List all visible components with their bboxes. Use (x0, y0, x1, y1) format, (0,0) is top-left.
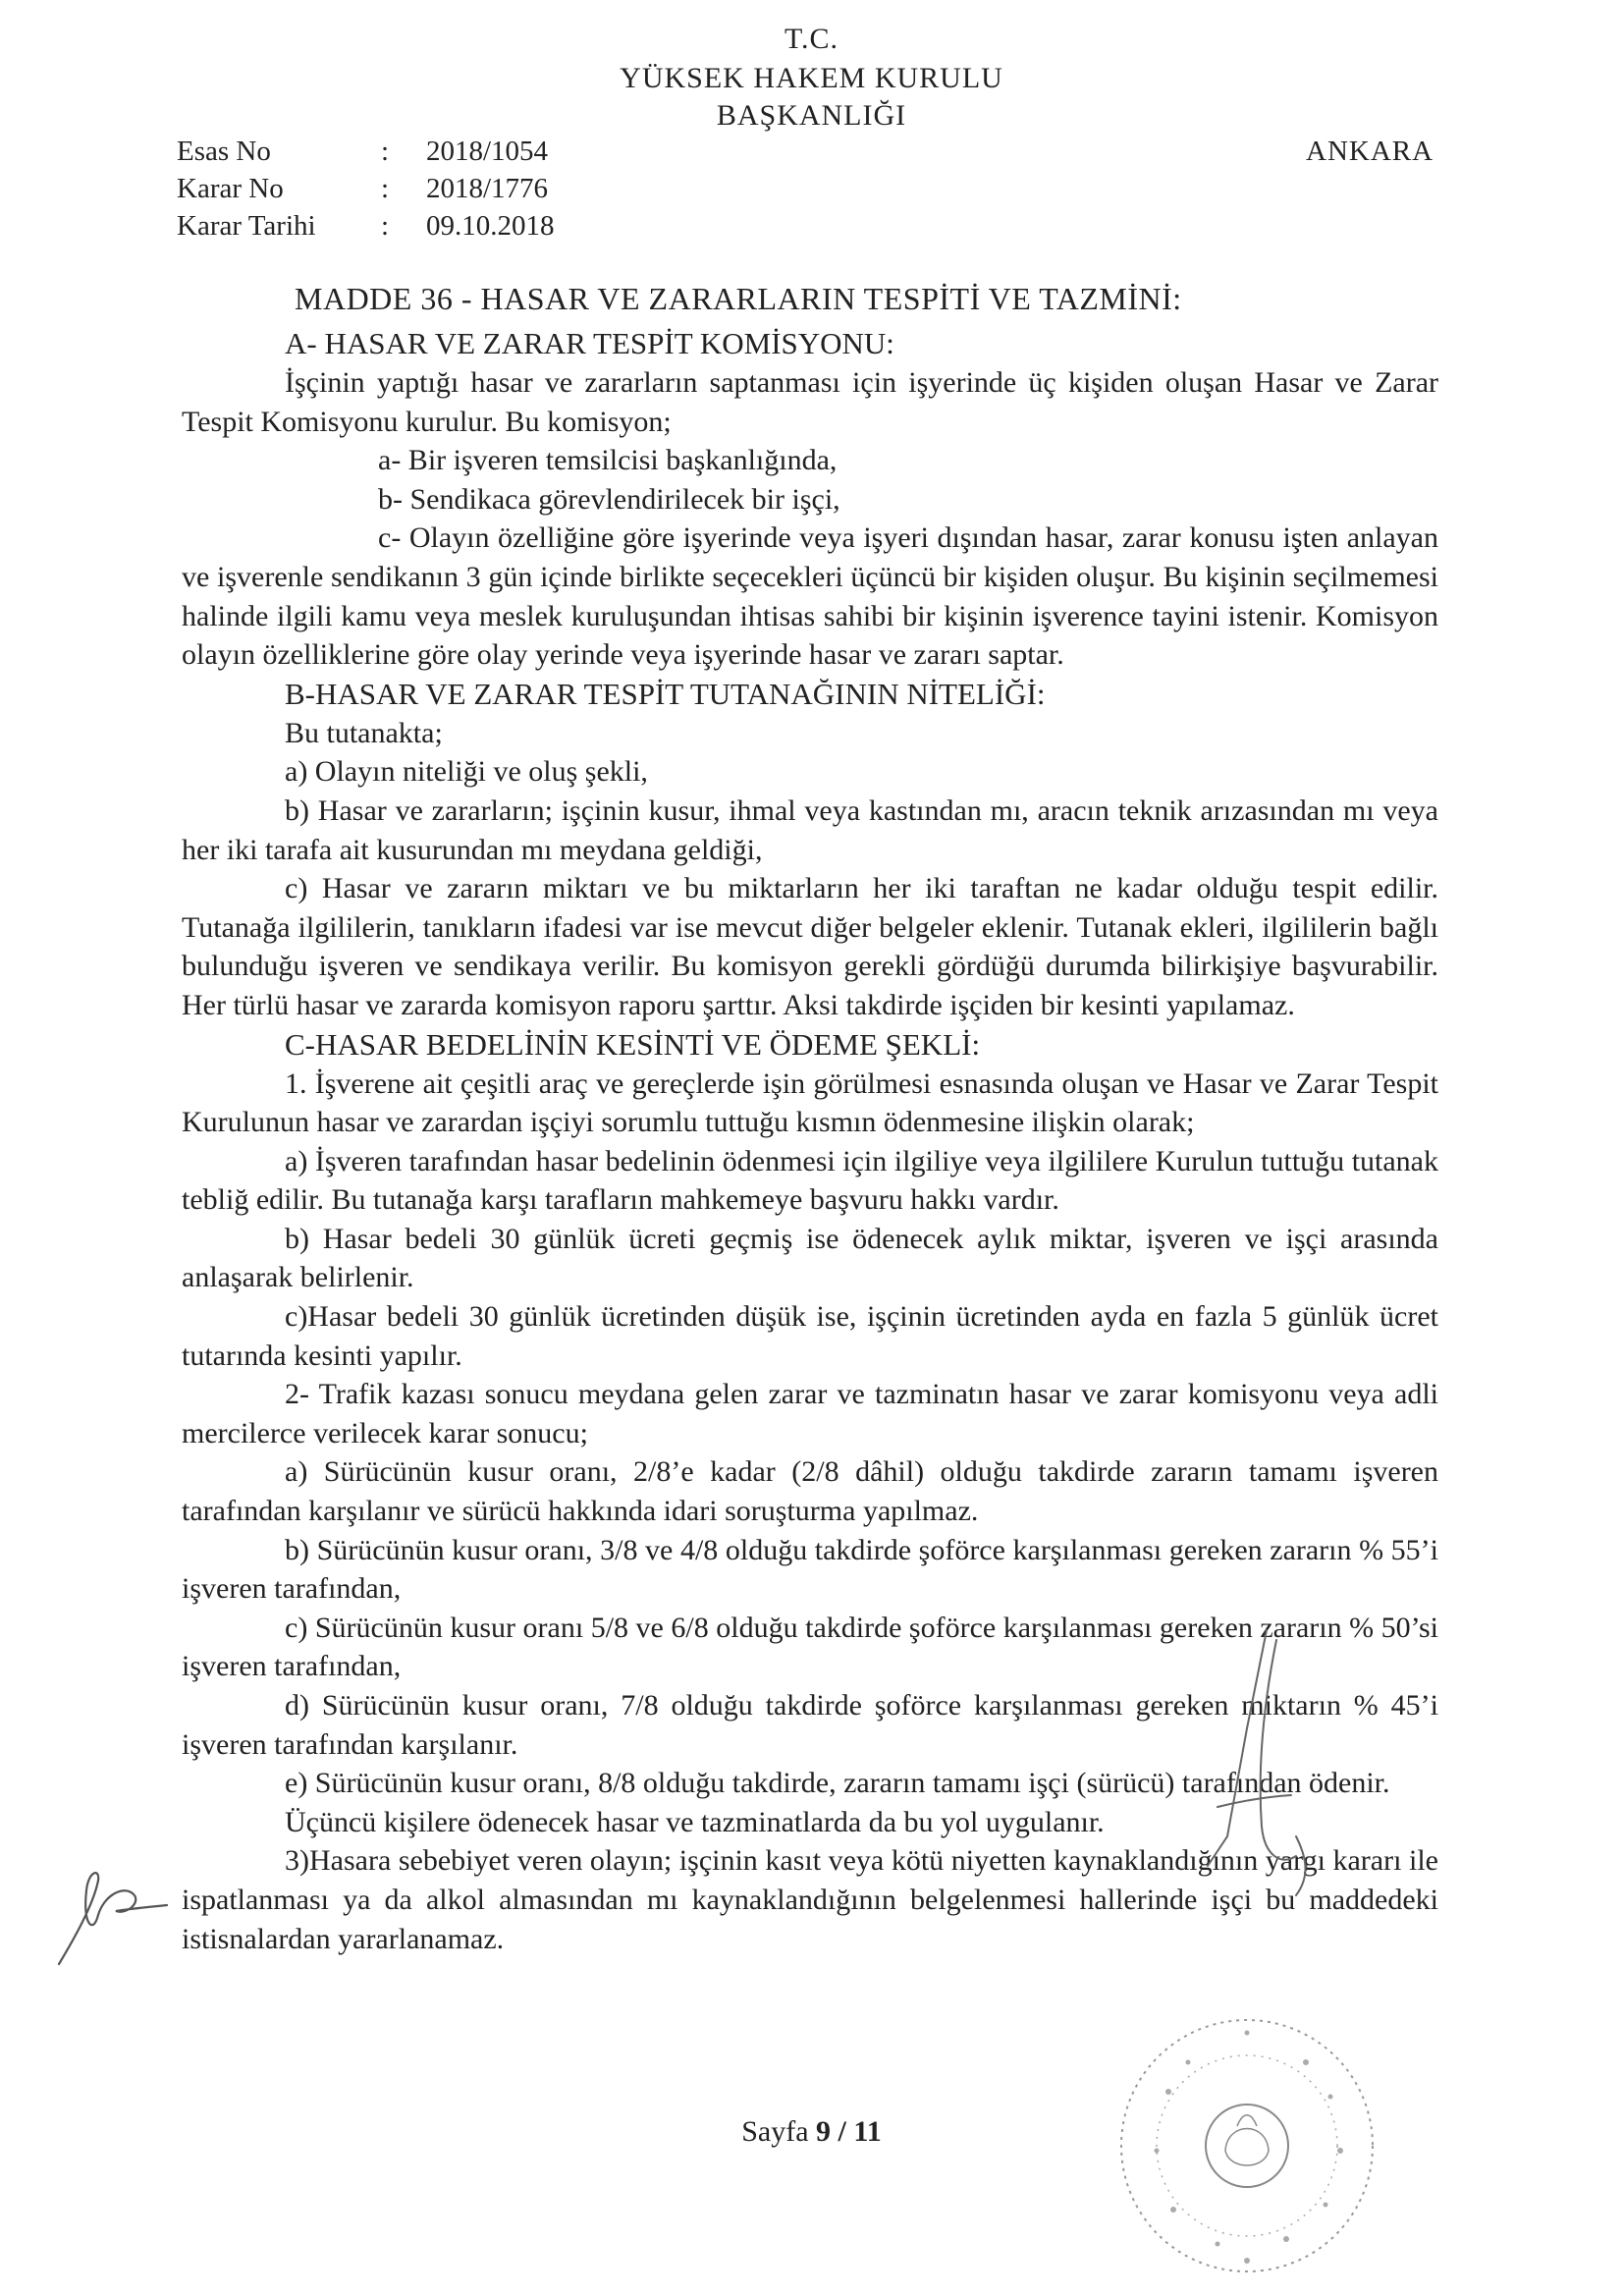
header-tc: T.C. (784, 23, 839, 55)
section-c-item-2e: e) Sürücünün kusur oranı, 8/8 olduğu takdirde, zararın tamamı işçi (sürücü) tarafından ödenir. (285, 1767, 1390, 1800)
header-institution: YÜKSEK HAKEM KURULU (620, 62, 1003, 94)
section-c-item-3: 3)Hasara sebebiyet veren olayın; işçinin kasıt veya kötü niyetten kaynaklandığının yargı kararı ile ispatlanması ya da alkol almasından mı kaynaklandığının belgelenmesi hallerinde işçi bu maddedeki istisnalardan yararlanamaz. (182, 1844, 1438, 1955)
page-total: 11 (853, 2115, 882, 2148)
karar-no-colon: : (381, 173, 390, 204)
section-b-intro: Bu tutanakta; (285, 716, 443, 749)
section-c-item-2c: c) Sürücünün kusur oranı 5/8 ve 6/8 olduğu takdirde şoförce karşılanması gereken zararın % 50’si işveren tarafından, (182, 1611, 1438, 1683)
page-footer (0, 2115, 1623, 2149)
section-c-item-1a: a) İşveren tarafından hasar bedelinin ödenmesi için ilgiliye veya ilgililere Kurulun tuttuğu tutanak tebliğ edilir. Bu tutanağa karşı tarafların mahkemeye başvuru hakkı vardır. (182, 1144, 1438, 1217)
section-c-item-2b: b) Sürücünün kusur oranı, 3/8 ve 4/8 olduğu takdirde şoförce karşılanması gereken zararın % 55’i işveren tarafından, (182, 1533, 1438, 1606)
section-a-intro: İşçinin yaptığı hasar ve zararların saptanması için işyerinde üç kişiden oluşan Hasar ve Zarar Tespit Komisyonu kurulur. Bu komisyon; (182, 366, 1438, 438)
page-current: 9 (816, 2115, 832, 2148)
section-b-item-b: b) Hasar ve zararların; işçinin kusur, ihmal veya kastından mı, aracın teknik arızasından mı veya her iki tarafa ait kusurundan mı meydana geldiği, (182, 793, 1438, 866)
page-separator: / (838, 2115, 846, 2148)
karar-tarihi-value: 09.10.2018 (426, 210, 555, 242)
page-label: Sayfa (741, 2115, 809, 2148)
karar-tarihi-label: Karar Tarihi (177, 210, 316, 242)
esas-no-label: Esas No (177, 136, 271, 167)
esas-no-value: 2018/1054 (426, 136, 549, 167)
karar-no-label: Karar No (177, 173, 284, 204)
section-c-item-2a: a) Sürücünün kusur oranı, 2/8’e kadar (2/8 dâhil) olduğu takdirde zararın tamamı işveren tarafından karşılanır ve sürücü hakkında idari soruşturma yapılmaz. (182, 1455, 1438, 1528)
header-presidency: BAŞKANLIĞI (716, 99, 907, 132)
section-c-item-1c: c)Hasar bedeli 30 günlük ücretinden düşük ise, işçinin ücretinden ayda en fazla 5 günlük ücret tutarında kesinti yapılır. (182, 1300, 1438, 1372)
section-c-item-1: 1. İşverene ait çeşitli araç ve gereçlerde işin görülmesi esnasında oluşan ve Hasar ve Zarar Tespit Kurulunun hasar ve zarardan işçiyi sorumlu tuttuğu kısmın ödenmesine ilişkin olarak; (182, 1066, 1438, 1139)
handwritten-initials (39, 1846, 177, 1994)
section-c-title: C-HASAR BEDELİNİN KESİNTİ VE ÖDEME ŞEKLİ: (285, 1026, 981, 1062)
section-c-item-1b: b) Hasar bedeli 30 günlük ücreti geçmiş ise ödenecek aylık miktar, işveren ve işçi arasında anlaşarak belirlenir. (182, 1222, 1438, 1294)
section-c-item-2: 2- Trafik kazası sonucu meydana gelen zarar ve tazminatın hasar ve zarar komisyonu veya adli mercilerce verilecek karar sonucu; (182, 1378, 1438, 1449)
section-c-third-parties: Üçüncü kişilere ödenecek hasar ve tazminatlarda da bu yol uygulanır. (285, 1805, 1105, 1838)
karar-tarihi-colon: : (381, 210, 390, 242)
section-b-item-a: a) Olayın niteliği ve oluş şekli, (285, 755, 648, 789)
article-title: MADDE 36 - HASAR VE ZARARLARIN TESPİTİ VE TAZMİNİ: (295, 281, 1182, 316)
section-b-title: B-HASAR VE ZARAR TESPİT TUTANAĞININ NİTELİĞİ: (285, 676, 1046, 711)
karar-no-value: 2018/1776 (426, 173, 549, 204)
section-b-item-c: c) Hasar ve zararın miktarı ve bu miktarların her iki taraftan ne kadar olduğu tespit edilir. Tutanağa ilgililerin, tanıkların ifadesi var ise mevcut diğer belgeler eklenir. Tutanak ekleri, ilgililerin bağlı bulunduğu işveren ve sendikaya verilir. Bu komisyon gerekli gördüğü durumda bilirkişiye başvurabilir. Her türlü hasar ve zararda komisyon raporu şarttır. Aksi takdirde işçiden bir kesinti yapılamaz. (182, 872, 1438, 1021)
section-c-item-2d: d) Sürücünün kusur oranı, 7/8 olduğu takdirde şoförce karşılanması gereken miktarın % 45’i işveren tarafından karşılanır. (182, 1689, 1438, 1761)
handwritten-signature (1149, 1611, 1345, 1944)
section-a-item-c: c- Olayın özelliğine göre işyerinde veya işyeri dışından hasar, zarar konusu işten anlayan ve işverenle sendikanın 3 gün içinde birlikte seçecekleri üçüncü bir kişiden oluşur. Bu kişinin seçilmemesi halinde ilgili kamu veya meslek kuruluşundan ihtisas sahibi bir kişinin işverence tayini istenir. Komisyon olayın özelliklerine göre olay yerinde veya işyerinde hasar ve zararı saptar. (182, 521, 1438, 672)
section-a-title: A- HASAR VE ZARAR TESPİT KOMİSYONU: (285, 326, 894, 360)
city-name: ANKARA (1306, 136, 1434, 167)
section-a-item-a: a- Bir işveren temsilcisi başkanlığında, (378, 444, 838, 477)
section-a-item-b: b- Sendikaca görevlendirilecek bir işçi, (378, 482, 840, 516)
esas-no-colon: : (381, 136, 390, 167)
